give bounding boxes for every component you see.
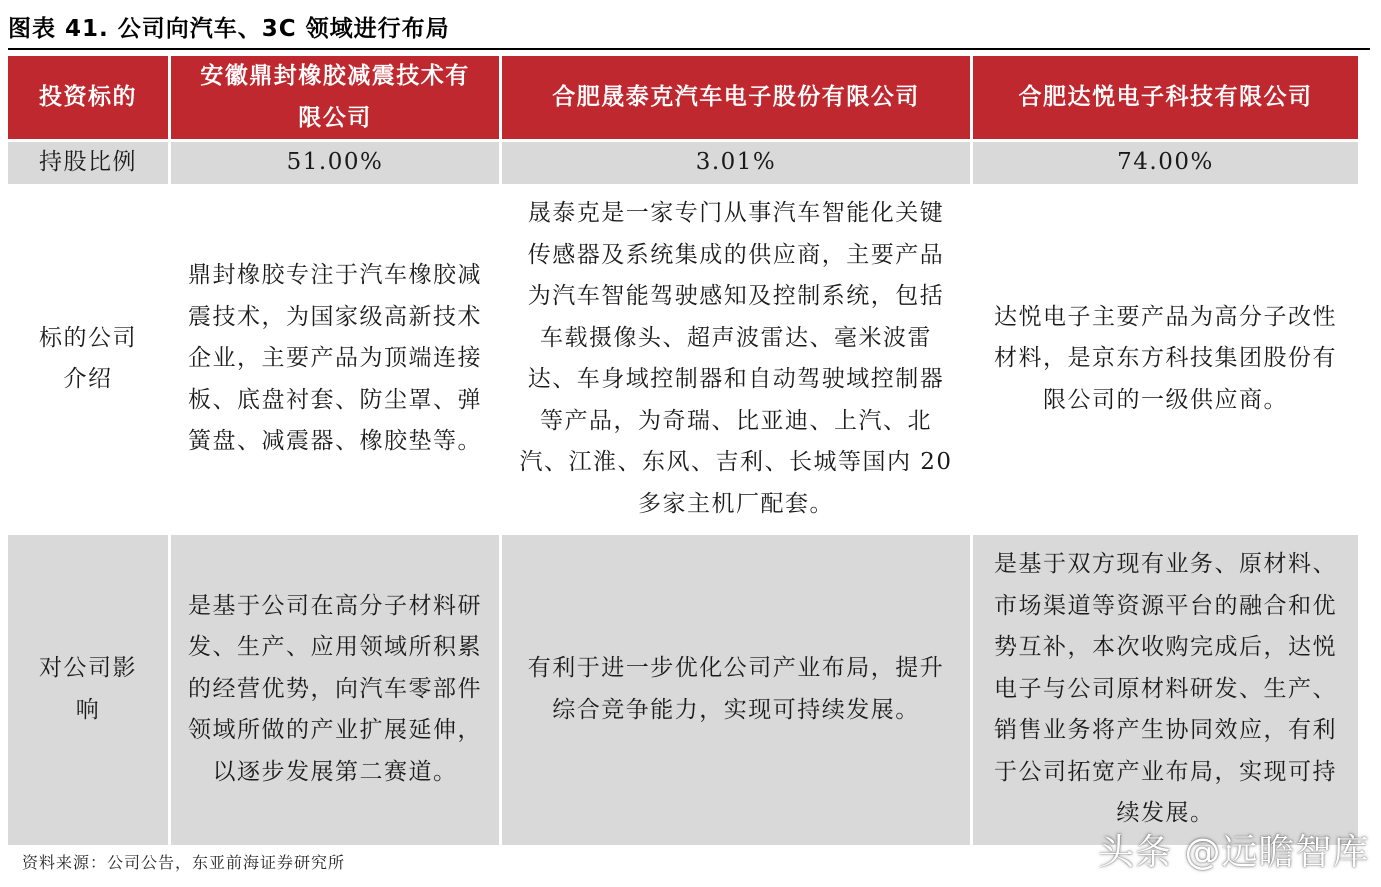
title-underline [8, 48, 1370, 50]
ownership-value-1: 51.00% [171, 142, 499, 184]
impact-row [8, 535, 1358, 845]
intro-label: 标的公司介绍 [8, 187, 168, 532]
header-company-1: 安徽鼎封橡胶减震技术有限公司 [171, 56, 499, 139]
source-note: 资料来源：公司公告，东亚前海证券研究所 [22, 853, 346, 872]
intro-text-2: 晟泰克是一家专门从事汽车智能化关键传感器及系统集成的供应商，主要产品为汽车智能驾驶感知及控制系统，包括车载摄像头、超声波雷达、毫米波雷达、车身域控制器和自动驾驶域控制器等产品，为奇瑞、比亚迪、上汽、北汽、江淮、东风、吉利、长城等国内 20 多家主机厂配套。 [502, 187, 970, 532]
ownership-row [8, 142, 1358, 184]
investment-table [5, 53, 1361, 848]
intro-text-1: 鼎封橡胶专注于汽车橡胶减震技术，为国家级高新技术企业，主要产品为顶端连接板、底盘衬套、防尘罩、弹簧盘、减震器、橡胶垫等。 [171, 187, 499, 532]
impact-text-1: 是基于公司在高分子材料研发、生产、应用领域所积累的经营优势，向汽车零部件领域所做的产业扩展延伸，以逐步发展第二赛道。 [171, 535, 499, 845]
header-row [8, 56, 1358, 139]
intro-row [8, 187, 1358, 532]
header-company-3: 合肥达悦电子科技有限公司 [973, 56, 1358, 139]
ownership-label: 持股比例 [8, 142, 168, 184]
header-label-cell: 投资标的 [8, 56, 168, 139]
impact-text-3: 是基于双方现有业务、原材料、市场渠道等资源平台的融合和优势互补，本次收购完成后，达悦电子与公司原材料研发、生产、销售业务将产生协同效应，有利于公司拓宽产业布局，实现可持续发展。 [973, 535, 1358, 845]
header-company-2: 合肥晟泰克汽车电子股份有限公司 [502, 56, 970, 139]
intro-text-3: 达悦电子主要产品为高分子改性材料，是京东方科技集团股份有限公司的一级供应商。 [973, 187, 1358, 532]
ownership-value-3: 74.00% [973, 142, 1358, 184]
watermark: 头条 @远瞻智库 [1098, 832, 1370, 873]
impact-text-2: 有利于进一步优化公司产业布局，提升综合竞争能力，实现可持续发展。 [502, 535, 970, 845]
figure-title: 图表 41. 公司向汽车、3C 领域进行布局 [8, 16, 450, 42]
impact-label: 对公司影响 [8, 535, 168, 845]
ownership-value-2: 3.01% [502, 142, 970, 184]
